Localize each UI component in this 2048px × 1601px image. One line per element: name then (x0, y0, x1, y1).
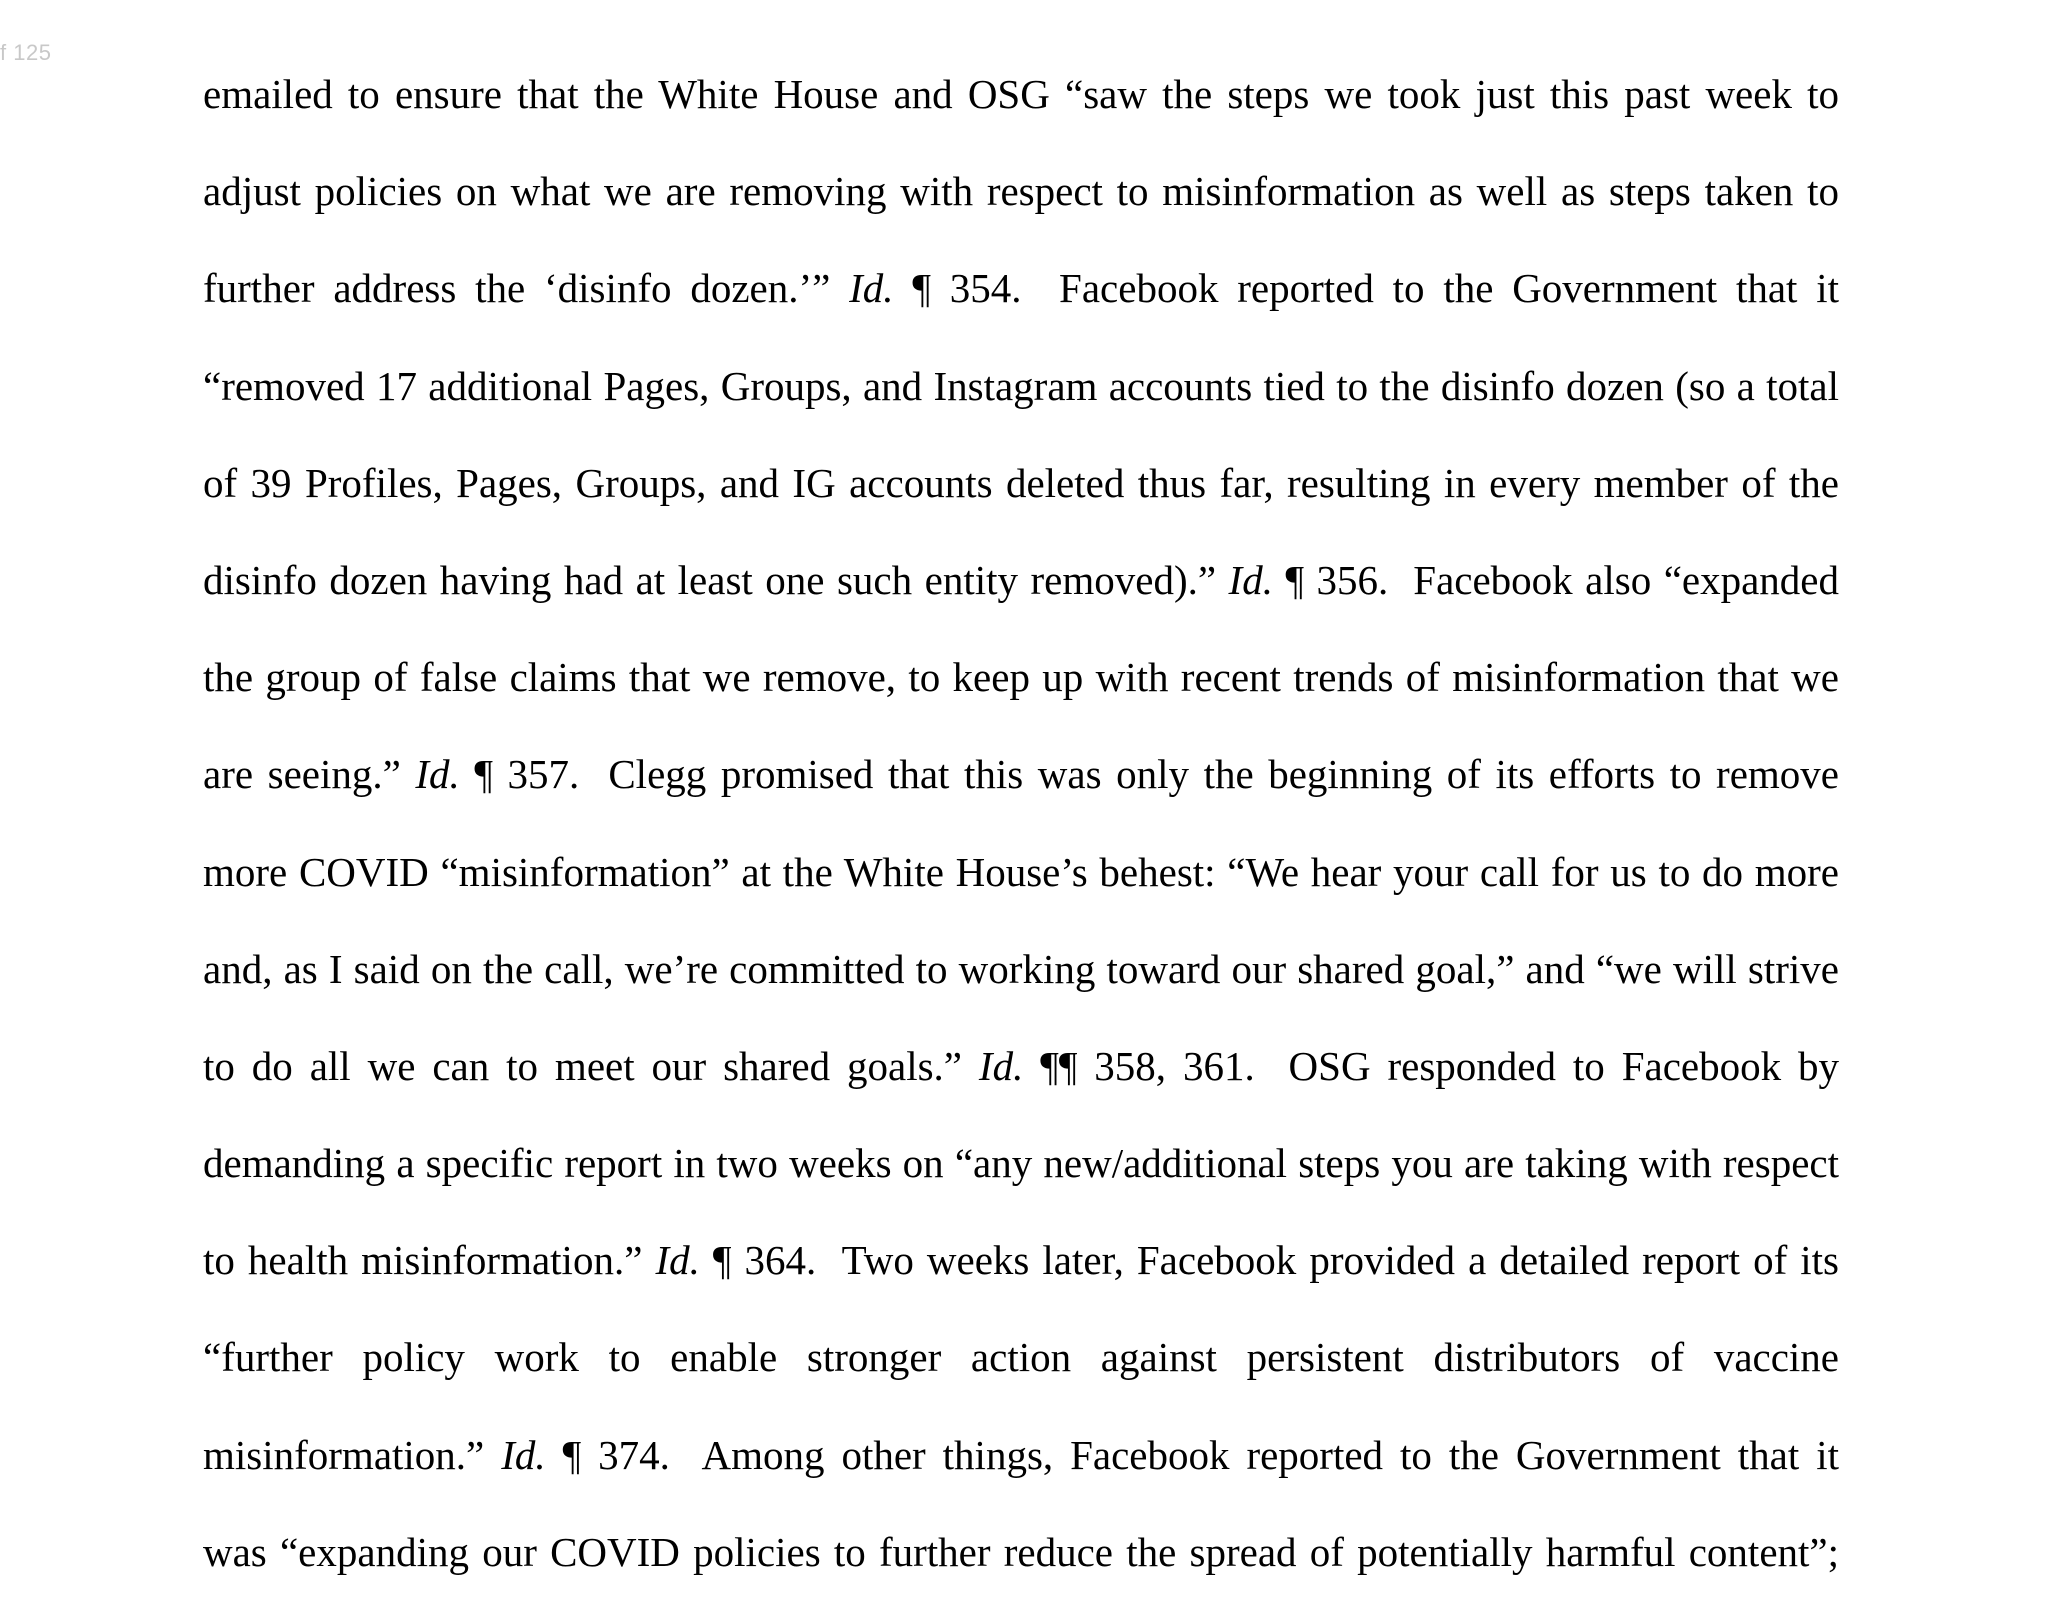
text-segment: misinformation.” (203, 1431, 502, 1478)
text-segment: ¶ 374. Among other things, Facebook reported to the Government that it (545, 1431, 1839, 1478)
text-line (203, 1504, 1839, 1601)
text-segment: “further policy work to enable stronger action against persistent distributors of vaccine (203, 1334, 1839, 1381)
text-line (203, 532, 1839, 629)
text-segment: ¶ 354. Facebook reported to the Government that it (893, 265, 1839, 312)
text-line (203, 1407, 1839, 1504)
citation-italic: Id. (978, 1042, 1024, 1089)
text-segment: ¶ 364. Two weeks later, Facebook provided a detailed report of its (699, 1237, 1839, 1284)
text-line (203, 1018, 1839, 1115)
text-line (203, 1115, 1839, 1212)
text-segment: ¶¶ 358, 361. OSG responded to Facebook by (1023, 1042, 1839, 1089)
text-segment: to health misinformation.” (203, 1237, 656, 1284)
text-line (203, 46, 1839, 143)
text-segment: adjust policies on what we are removing with respect to misinformation as well as steps taken to (203, 168, 1839, 215)
text-line (203, 1212, 1839, 1309)
text-segment: “removed 17 additional Pages, Groups, and Instagram accounts tied to the disinfo dozen (so a total (203, 362, 1839, 409)
page-number-fragment: f 125 (0, 40, 52, 65)
text-line (203, 824, 1839, 921)
text-line (203, 1309, 1839, 1406)
document-body-text (203, 46, 1839, 1601)
text-segment: ¶ 356. Facebook also “expanded (1272, 556, 1839, 603)
text-segment: the group of false claims that we remove, to keep up with recent trends of misinformation that we (203, 654, 1839, 701)
text-segment: more COVID “misinformation” at the White House’s behest: “We hear your call for us to do more (203, 848, 1839, 895)
text-segment: was “expanding our COVID policies to further reduce the spread of potentially harmful content”; (203, 1528, 1839, 1575)
text-segment: ¶ 357. Clegg promised that this was only the beginning of its efforts to remove (459, 751, 1839, 798)
text-segment: demanding a specific report in two weeks on “any new/additional steps you are taking with respect (203, 1140, 1839, 1187)
text-line (203, 921, 1839, 1018)
citation-italic: Id. (415, 751, 460, 798)
text-line (203, 435, 1839, 532)
text-line (203, 726, 1839, 823)
text-line (203, 240, 1839, 337)
text-segment: to do all we can to meet our shared goals.” (203, 1042, 979, 1089)
text-segment: further address the ‘disinfo dozen.’” (203, 265, 850, 312)
citation-italic: Id. (501, 1431, 546, 1478)
text-line (203, 143, 1839, 240)
citation-italic: Id. (655, 1237, 700, 1284)
text-segment: are seeing.” (203, 751, 416, 798)
citation-italic: Id. (849, 265, 894, 312)
text-line (203, 629, 1839, 726)
citation-italic: Id. (1228, 556, 1273, 603)
text-segment: emailed to ensure that the White House and OSG “saw the steps we took just this past week to (203, 71, 1839, 117)
text-segment: and, as I said on the call, we’re committed to working toward our shared goal,” and “we will strive (203, 945, 1839, 992)
text-line (203, 338, 1839, 435)
text-segment: of 39 Profiles, Pages, Groups, and IG accounts deleted thus far, resulting in every member of the (203, 459, 1839, 506)
text-segment: disinfo dozen having had at least one such entity removed).” (203, 556, 1229, 603)
